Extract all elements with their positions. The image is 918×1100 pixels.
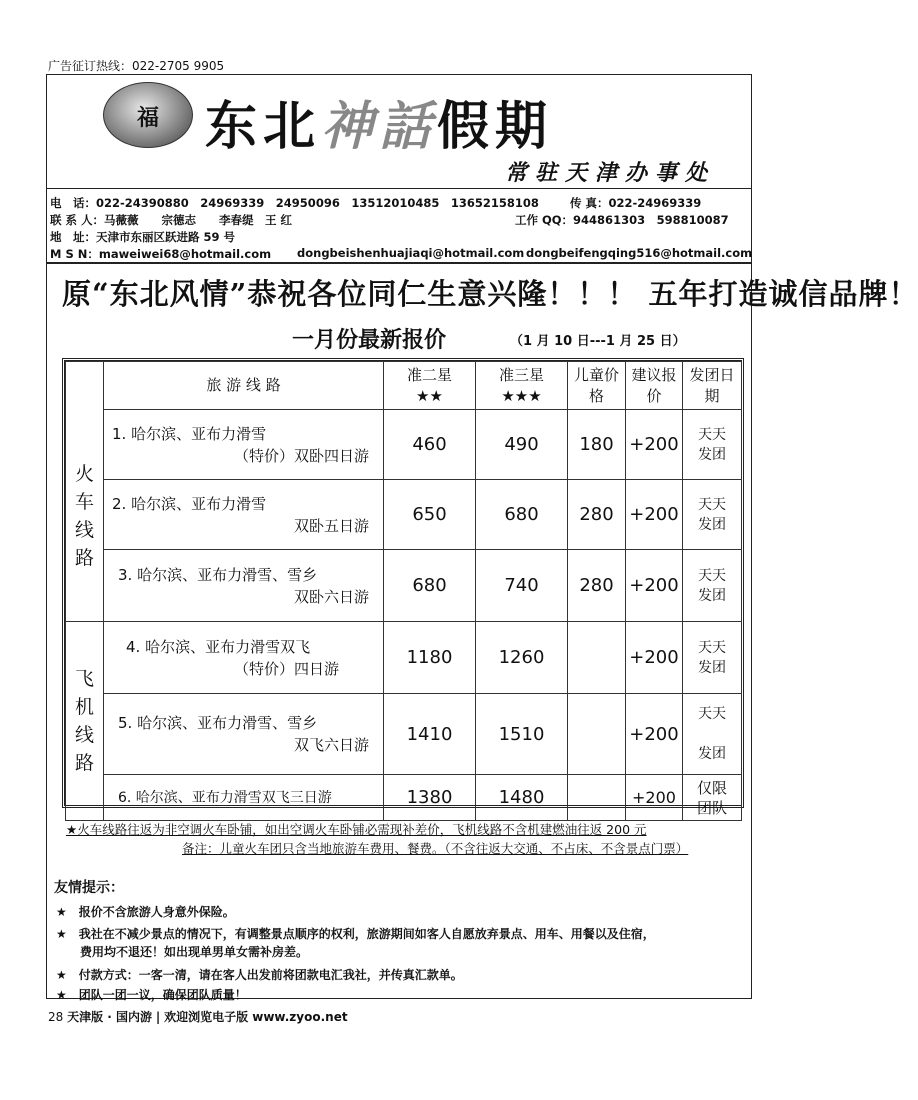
price-two-star: 1380: [384, 775, 476, 821]
contact-people: 联 系 人：马薇薇 宗德志 李春缇 王 红: [50, 213, 293, 227]
category-train: 火车线路: [66, 410, 104, 622]
route-cell: 1. 哈尔滨、亚布力滑雪 （特价）双卧四日游: [104, 410, 384, 480]
office-subtitle: 常驻天津办事处: [505, 160, 716, 186]
price-child: 280: [568, 550, 626, 622]
tip-item: 费用均不退还！如出现单男单女需补房差。: [56, 945, 309, 959]
header-blank: [66, 362, 104, 410]
contact-msn: M S N：maweiwei68@hotmail.com: [50, 247, 272, 261]
edition-label: 天津版 · 国内游: [67, 1010, 153, 1024]
price-two-star: 1410: [384, 694, 476, 775]
price-child: [568, 775, 626, 821]
price-two-star: 680: [384, 550, 476, 622]
price-suggested: +200: [626, 550, 683, 622]
tips-title: 友情提示：: [54, 880, 124, 896]
slogan: 原“东北风情”恭祝各位同仁生意兴隆！！！ 五年打造诚信品牌！: [62, 277, 918, 311]
price-table: [62, 358, 744, 817]
table-row: [66, 775, 742, 821]
route-cell: 2. 哈尔滨、亚布力滑雪 双卧五日游: [104, 480, 384, 550]
ad-hotline: 广告征订热线：022-2705 9905: [48, 59, 225, 73]
divider: [46, 188, 752, 189]
note-children: 备注：儿童火车团只含当地旅游车费用、餐费。（不含往返大交通、不占床、不含景点门票）: [182, 841, 689, 856]
departure-cell: 天天 发团: [683, 480, 742, 550]
brand-name-left: 东北: [205, 96, 322, 157]
table-row: [66, 622, 742, 694]
header-departure: 发团日期: [683, 362, 742, 410]
price-child: 280: [568, 480, 626, 550]
departure-cell: 天天 发团: [683, 550, 742, 622]
departure-cell: 天天 发团: [683, 410, 742, 480]
page-number: 28: [48, 1010, 64, 1024]
category-plane: 飞机线路: [66, 622, 104, 821]
logo-character: 福: [136, 105, 159, 131]
price-three-star: 490: [476, 410, 568, 480]
price-two-star: 1180: [384, 622, 476, 694]
route-cell: 6. 哈尔滨、亚布力滑雪双飞三日游: [104, 775, 384, 821]
route-cell: 4. 哈尔滨、亚布力滑雪双飞 （特价）四日游: [104, 622, 384, 694]
brand-name-mid: 神話: [321, 96, 438, 157]
tip-item: ★ 我社在不减少景点的情况下，有调整景点顺序的权利，旅游期间如客人自愿放弃景点、用车、用餐以及住宿，: [56, 927, 655, 941]
departure-cell: 天天 发团: [683, 694, 742, 775]
route-cell: 5. 哈尔滨、亚布力滑雪、雪乡 双飞六日游: [104, 694, 384, 775]
price-three-star: 740: [476, 550, 568, 622]
price-three-star: 1480: [476, 775, 568, 821]
price-suggested: +200: [626, 694, 683, 775]
tip-item: ★ 付款方式：一客一清，请在客人出发前将团款电汇我社，并传真汇款单。: [56, 968, 463, 982]
contact-phone: 电 话：022-24390880 24969339 24950096 13512010485 13652158108: [50, 196, 539, 210]
date-range: （1 月 10 日---1 月 25 日）: [510, 334, 686, 349]
price-suggested: +200: [626, 410, 683, 480]
page-footer: [48, 1008, 348, 1025]
price-suggested: +200: [626, 775, 683, 821]
table-header-row: [66, 362, 742, 410]
departure-cell: 仅限 团队: [683, 775, 742, 821]
table-row: [66, 410, 742, 480]
header-suggested-price: 建议报价: [626, 362, 683, 410]
header-route: 旅 游 线 路: [104, 362, 384, 410]
contact-address: 地 址：天津市东丽区跃进路 59 号: [50, 230, 236, 244]
price-child: [568, 622, 626, 694]
route-cell: 3. 哈尔滨、亚布力滑雪、雪乡 双卧六日游: [104, 550, 384, 622]
departure-cell: 天天 发团: [683, 622, 742, 694]
brand-name-right: 假期: [437, 96, 554, 157]
contact-fax: 传 真：022-24969339: [570, 196, 702, 210]
price-child: [568, 694, 626, 775]
price-three-star: 1510: [476, 694, 568, 775]
logo-emblem: [103, 82, 193, 148]
header-three-star: 准三星 ★★★: [476, 362, 568, 410]
website-link[interactable]: 欢迎浏览电子版 www.zyoo.net: [164, 1010, 348, 1024]
price-three-star: 680: [476, 480, 568, 550]
header-two-star: 准二星 ★★: [384, 362, 476, 410]
brand-title: [205, 84, 553, 159]
price-three-star: 1260: [476, 622, 568, 694]
footer-separator: |: [155, 1010, 161, 1024]
contact-email-2: dongbeishenhuajiaqi@hotmail.com: [297, 246, 525, 260]
header-child-price: 儿童价格: [568, 362, 626, 410]
contact-qq: 工作 QQ：944861303 598810087: [515, 213, 729, 227]
tip-item: ★ 报价不含旅游人身意外保险。: [56, 905, 235, 919]
price-suggested: +200: [626, 480, 683, 550]
price-suggested: +200: [626, 622, 683, 694]
tip-item: ★ 团队一团一议，确保团队质量！: [56, 988, 247, 1002]
price-title: 一月份最新报价: [292, 328, 447, 353]
price-two-star: 650: [384, 480, 476, 550]
table-row: [66, 480, 742, 550]
table-row: [66, 694, 742, 775]
divider: [46, 262, 752, 264]
price-child: 180: [568, 410, 626, 480]
table-row: [66, 550, 742, 622]
note-transport: ★火车线路往返为非空调火车卧铺，如出空调火车卧铺必需现补差价，飞机线路不含机建燃油往返 200 元: [66, 822, 647, 837]
contact-email-3: dongbeifengqing516@hotmail.com: [526, 246, 753, 260]
price-two-star: 460: [384, 410, 476, 480]
